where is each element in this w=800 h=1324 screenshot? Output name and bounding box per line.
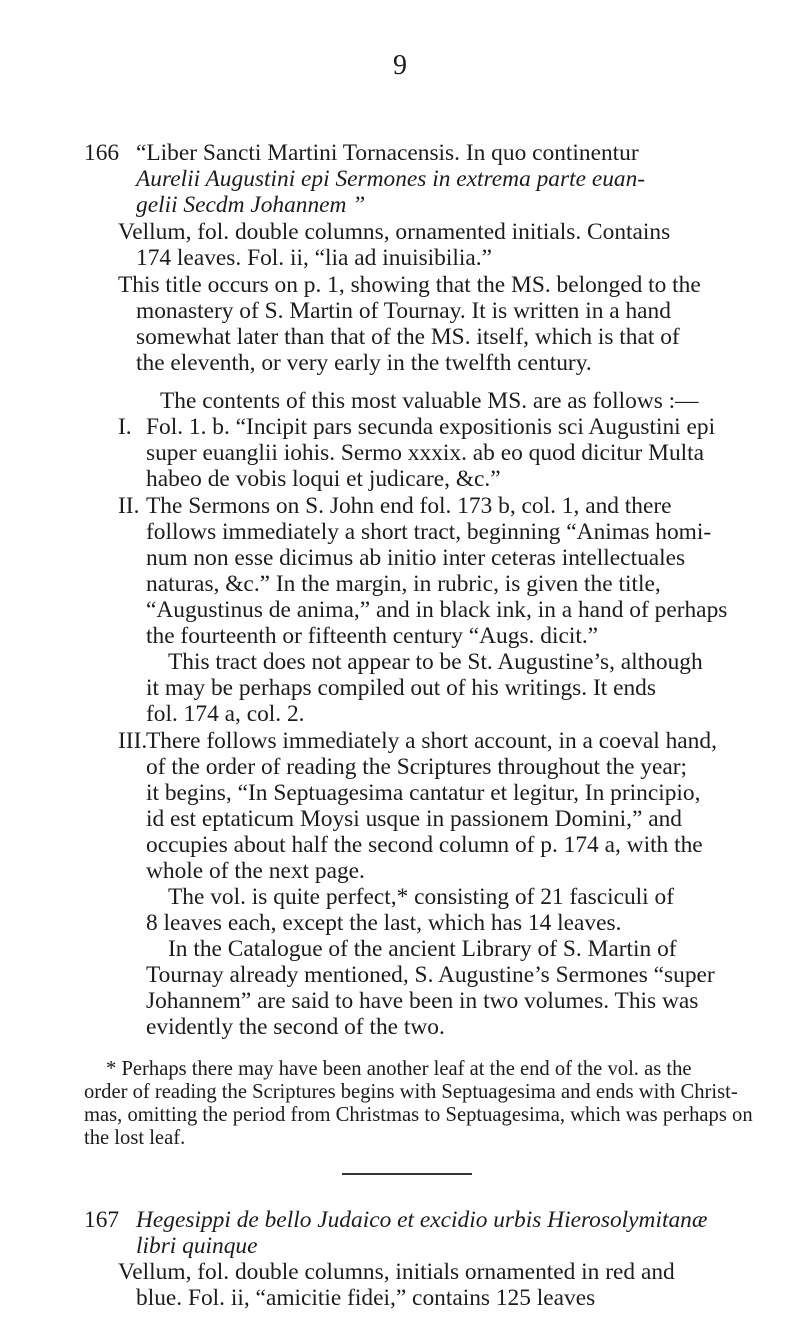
footnote: * Perhaps there may have been another leaf at the end of the vol. as the [106,1058,692,1080]
entry-number: 166 [84,140,120,166]
entry-166-description: 174 leaves. Fol. ii, “lia ad inuisibilia.” [136,245,492,271]
footnote: the lost leaf. [84,1127,186,1149]
contents-item-i: I. Fol. 1. b. “Incipit pars secunda expositionis sci Augustini epi [118,414,716,440]
contents-item-i: habeo de vobis loqui et judicare, &c.” [146,466,501,492]
footnote: mas, omitting the period from Christmas to Septuagesima, which was perhaps on [84,1104,753,1126]
contents-item-ii: follows immediately a short tract, beginning “Animas homi- [146,519,712,545]
contents-item-iii: evidently the second of the two. [146,1014,445,1040]
entry-166-title-line-2: Aurelii Augustini epi Sermones in extrema parte euan- [136,166,646,192]
entry-166-note: This title occurs on p. 1, showing that the MS. belonged to the [118,272,701,298]
contents-item-iii: Tournay already mentioned, S. Augustine’s Sermones “super [146,962,715,988]
contents-item-iii: id est eptaticum Moysi usque in passionem Domini,” and [146,806,682,832]
footnote: order of reading the Scriptures begins with Septuagesima and ends with Christ- [84,1081,738,1103]
contents-item-ii: “Augustinus de anima,” and in black ink, in a hand of perhaps [146,597,728,623]
entry-166-title-line-3: gelii Secdm Johannem ” [136,192,366,218]
contents-item-iii: of the order of reading the Scriptures throughout the year; [146,754,688,780]
contents-item-iii: In the Catalogue of the ancient Library of S. Martin of [168,936,677,962]
contents-item-i: super euanglii iohis. Sermo xxxix. ab eo quod dicitur Multa [146,440,705,466]
entry-166-note: somewhat later than that of the MS. itself, which is that of [136,324,680,350]
entry-166-title-line-1: 166 “Liber Sancti Martini Tornacensis. In quo continentur [84,140,639,166]
entry-167-title-line-2: libri quinque [136,1233,258,1259]
contents-item-iii: The vol. is quite perfect,* consisting of 21 fasciculi of [168,884,675,910]
contents-item-iii: III.There follows immediately a short account, in a coeval hand, [118,728,717,754]
entry-166-note: the eleventh, or very early in the twelfth century. [136,350,592,376]
contents-item-ii: fol. 174 a, col. 2. [146,701,305,727]
contents-item-ii: naturas, &c.” In the margin, in rubric, is given the title, [146,571,661,597]
contents-item-iii: it begins, “In Septuagesima cantatur et legitur, In principio, [146,780,701,806]
contents-item-iii: whole of the next page. [146,858,365,884]
entry-167-description: blue. Fol. ii, “amicitie fidei,” contains 125 leaves [136,1285,596,1311]
entry-167-title-line-1: 167 Hegesippi de bello Judaico et excidio urbis Hierosolymitanæ [84,1207,708,1233]
page-number: 9 [393,50,407,81]
contents-item-ii: num non esse dicimus ab initio inter ceteras intellectuales [146,545,686,571]
contents-item-ii: it may be perhaps compiled out of his writings. It ends [146,675,656,701]
entry-166-description: Vellum, fol. double columns, ornamented initials. Contains [118,219,671,245]
contents-item-ii: II. The Sermons on S. John end fol. 173 b, col. 1, and there [118,493,672,519]
entry-number: 167 [84,1207,120,1233]
entry-166-note: monastery of S. Martin of Tournay. It is written in a hand [136,298,671,324]
contents-item-iii: Johannem” are said to have been in two volumes. This was [146,988,699,1014]
contents-item-iii: occupies about half the second column of p. 174 a, with the [146,832,703,858]
contents-item-iii: 8 leaves each, except the last, which has 14 leaves. [146,910,622,936]
entry-167-description: Vellum, fol. double columns, initials ornamented in red and [118,1259,675,1285]
contents-item-ii: the fourteenth or fifteenth century “Augs. dicit.” [146,623,599,649]
contents-intro: The contents of this most valuable MS. are as follows :— [160,388,699,414]
section-divider [342,1173,472,1175]
contents-item-ii: This tract does not appear to be St. Augustine’s, although [168,649,703,675]
